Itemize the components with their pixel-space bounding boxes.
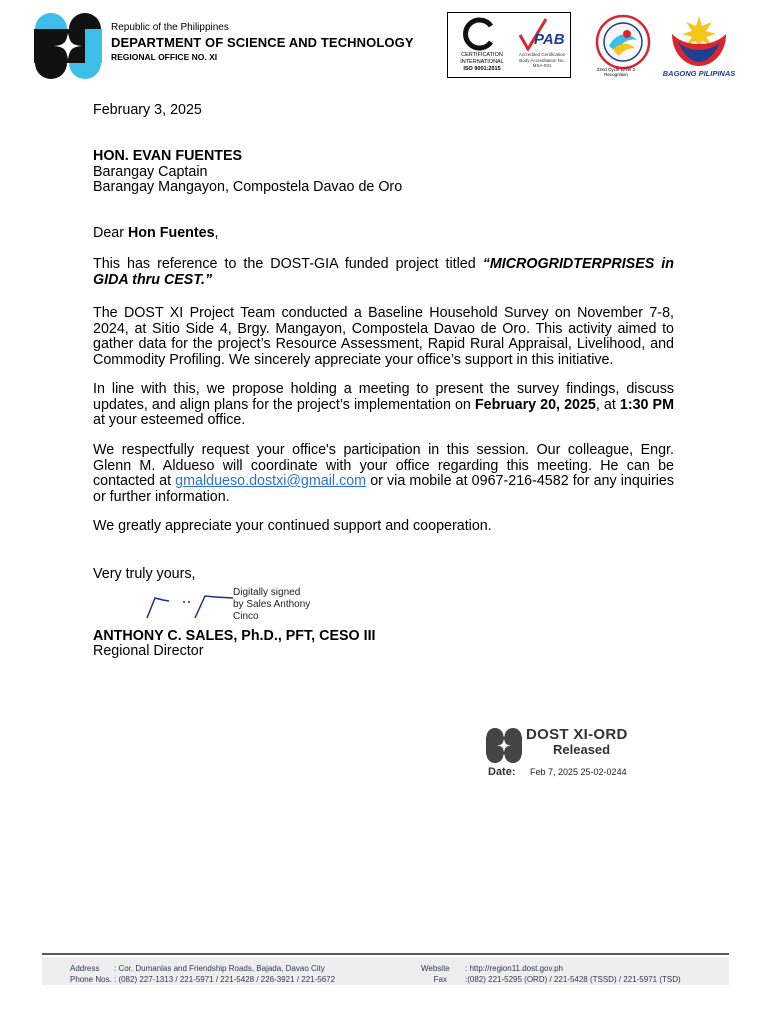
regional-office: REGIONAL OFFICE NO. XI xyxy=(111,52,218,62)
project-title: “MICROGRIDTERPRISES in GIDA thru CEST.” xyxy=(93,256,674,288)
stamp-date-value: Feb 7, 2025 25-02-0244 xyxy=(530,767,627,777)
salutation xyxy=(93,226,219,242)
address-label: Address xyxy=(70,964,100,973)
paragraph-appreciation: We greatly appreciate your continued support and cooperation. xyxy=(93,518,492,534)
dost-logo xyxy=(34,13,102,79)
phone-label: Phone Nos. xyxy=(70,975,112,984)
complimentary-closing: Very truly yours, xyxy=(93,566,196,582)
sig-note-line-2: by Sales Anthony xyxy=(233,599,311,611)
certification-badges xyxy=(447,12,571,78)
certification-international-logo xyxy=(462,17,496,51)
contact-email-link[interactable]: gmaldueso.dostxi@gmail.com xyxy=(175,473,367,489)
recipient-address: Barangay Mangayon, Compostela Davao de Oro xyxy=(93,179,403,195)
agency-header xyxy=(111,21,414,63)
fax-value: :(082) 221-5295 (ORD) / 221-5428 (TSSD) / 221-5971 (TSD) xyxy=(465,975,681,984)
digital-signature-note xyxy=(233,587,310,624)
paragraph-survey: The DOST XI Project Team conducted a Baseline Household Survey on November 7-8, 2024, at Sitio Side 4, Brgy. Mangayon, Compostela Davao de Oro. This activity aimed to gather data for the project’s Resource Assessment, Rapid Rural Appraisal, Livelihood, and Commodity Profiling. We sincerely appreciate your office’s support in this initiative. xyxy=(93,305,674,368)
salutation-prefix: Dear xyxy=(93,225,128,241)
bagong-pilipinas-caption: BAGONG PILIPINAS xyxy=(662,69,736,78)
meeting-time: 1:30 PM xyxy=(619,396,674,413)
cert-text-1: CERTIFICATION xyxy=(461,52,503,58)
recipient-title: Barangay Captain xyxy=(93,163,208,180)
website-value[interactable]: : http://region11.dost.gov.ph xyxy=(465,964,563,973)
salutation-suffix: , xyxy=(214,225,219,241)
bagong-pilipinas-logo xyxy=(664,12,734,68)
footer-divider xyxy=(42,953,729,955)
stamp-date-label: Date: xyxy=(488,766,516,778)
paragraph-reference xyxy=(93,257,674,288)
sig-note-line-3: Cinco xyxy=(233,611,259,623)
pab-text: Accredited Certification Body Accreditation No. MSA-031 xyxy=(518,52,566,68)
signatory-name: ANTHONY C. SALES, Ph.D., PFT, CESO III xyxy=(93,628,376,644)
phone-value: : (082) 227-1313 / 221-5971 / 221-5428 / 226-3921 / 221-5672 xyxy=(114,975,336,984)
meeting-date: February 20, 2025 xyxy=(474,396,596,413)
para3-a: In line with this, we propose holding a meeting to present the survey findings, discuss updates, and align plans for the project’s implementation on xyxy=(93,381,674,413)
address-value: : Cor. Dumanlas and Friendship Roads, Bajada, Davao City xyxy=(114,964,325,973)
signature-image xyxy=(143,588,235,624)
recipient-name: HON. EVAN FUENTES xyxy=(93,148,243,164)
paragraph-request xyxy=(93,443,674,505)
stamp-dost-logo xyxy=(486,728,522,763)
footer-contact-right xyxy=(421,963,681,985)
para1-text: This has reference to the DOST-GIA funded project titled xyxy=(93,256,483,272)
republic-line: Republic of the Philippines xyxy=(111,22,229,33)
website-label: Website xyxy=(421,964,450,973)
cert-iso: ISO 9001:2015 xyxy=(463,66,501,72)
sig-note-line-1: Digitally signed xyxy=(233,587,301,598)
footer-contact-left xyxy=(70,963,335,985)
stamp-office: DOST XI-ORD xyxy=(526,726,628,743)
cert-text-2: INTERNATIONAL xyxy=(460,59,504,65)
para4-a: We respectfully request your office's participation in this session. Our colleague, Engr. Glenn M. Aldueso will coordinate with your office regarding this meeting. He can be contacted at xyxy=(93,442,674,489)
department-name: DEPARTMENT OF SCIENCE AND TECHNOLOGY xyxy=(111,35,414,50)
paragraph-meeting-proposal xyxy=(93,382,674,429)
stamp-status: Released xyxy=(553,742,611,757)
letter-date: February 3, 2025 xyxy=(93,102,202,118)
pab-mark: PAB xyxy=(534,31,565,48)
para4-b: or via mobile at 0967-216-4582 for any inquiries or further information. xyxy=(93,473,674,505)
salutation-name: Hon Fuentes xyxy=(127,225,215,241)
para3-b: , at xyxy=(595,396,620,413)
para3-c: at your esteemed office. xyxy=(93,412,246,428)
recipient-block xyxy=(93,149,402,196)
signatory-title: Regional Director xyxy=(93,643,204,659)
pab-logo xyxy=(518,17,566,51)
fax-label: Fax xyxy=(433,975,447,984)
pqa-caption: 22nd Cycle Level 2 Recognition xyxy=(596,67,636,77)
